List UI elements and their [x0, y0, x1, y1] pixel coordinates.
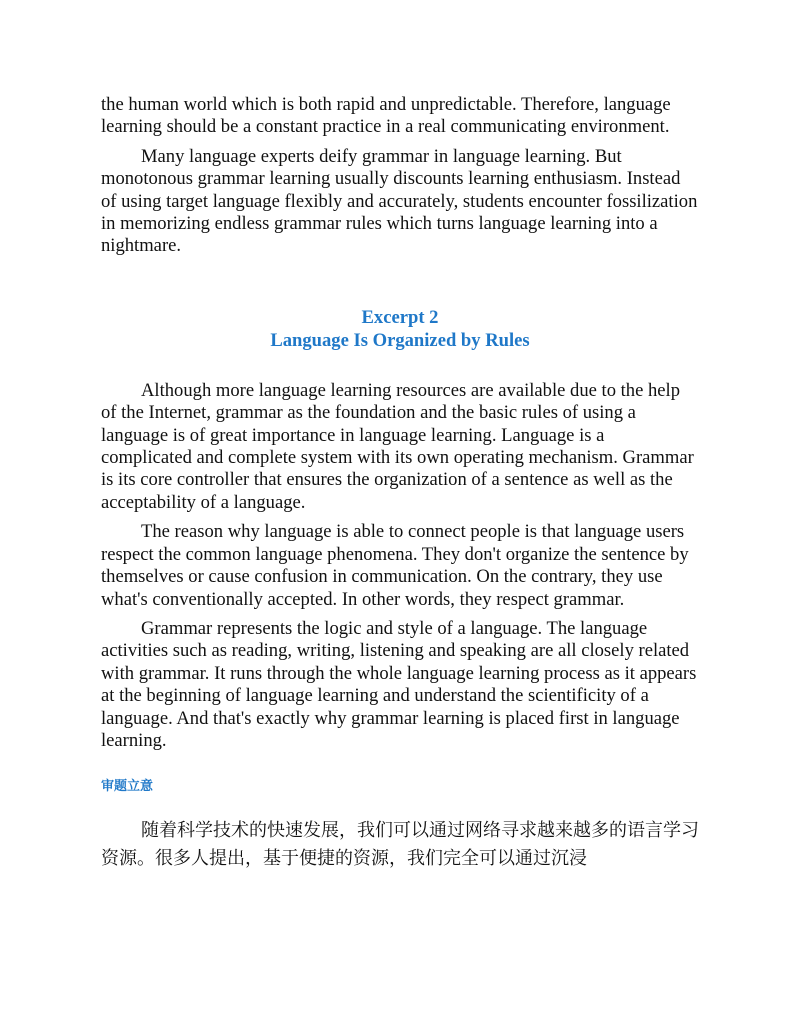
excerpt-heading [101, 306, 699, 352]
excerpt-label: Excerpt 2 [361, 306, 439, 328]
body-paragraph: Many language experts deify grammar in language learning. But monotonous grammar learning usually discounts learning enthusiasm. Instead of using target language flexibly and accurately, students encounter fossilization in memorizing endless grammar rules which turns language learning into a nightmare. [101, 145, 698, 257]
body-paragraph: The reason why language is able to connect people is that language users respect the common language phenomena. They don't organize the sentence by themselves or cause confusion in communication. On the contrary, they use what's conventionally accepted. In other words, they respect grammar. [101, 521, 689, 610]
body-paragraph: Although more language learning resources are available due to the help of the Internet, grammar as the foundation and the basic rules of using a language is of great importance in language learning. Language is a complicated and complete system with its own operating mechanism. Grammar is its core controller that ensures the organization of a sentence as well as the acceptability of a language. [101, 379, 694, 513]
document-page [101, 94, 699, 873]
chinese-paragraph: 随着科学技术的快速发展，我们可以通过网络寻求越来越多的语言学习资源。很多人提出，基于便捷的资源，我们完全可以通过沉浸 [101, 820, 699, 870]
excerpt-title: Language Is Organized by Rules [270, 329, 530, 351]
section-heading: 审题立意 [101, 779, 154, 795]
body-paragraph: Grammar represents the logic and style of a language. The language activities such as reading, writing, listening and speaking are all closely related with grammar. It runs through the whole language learning process as it appears at the beginning of language learning and understand the scientificity of a language. And that's exactly why grammar learning is placed first in language learning. [101, 617, 697, 751]
body-paragraph: the human world which is both rapid and unpredictable. Therefore, language learning should be a constant practice in a real communicating environment. [101, 94, 671, 138]
